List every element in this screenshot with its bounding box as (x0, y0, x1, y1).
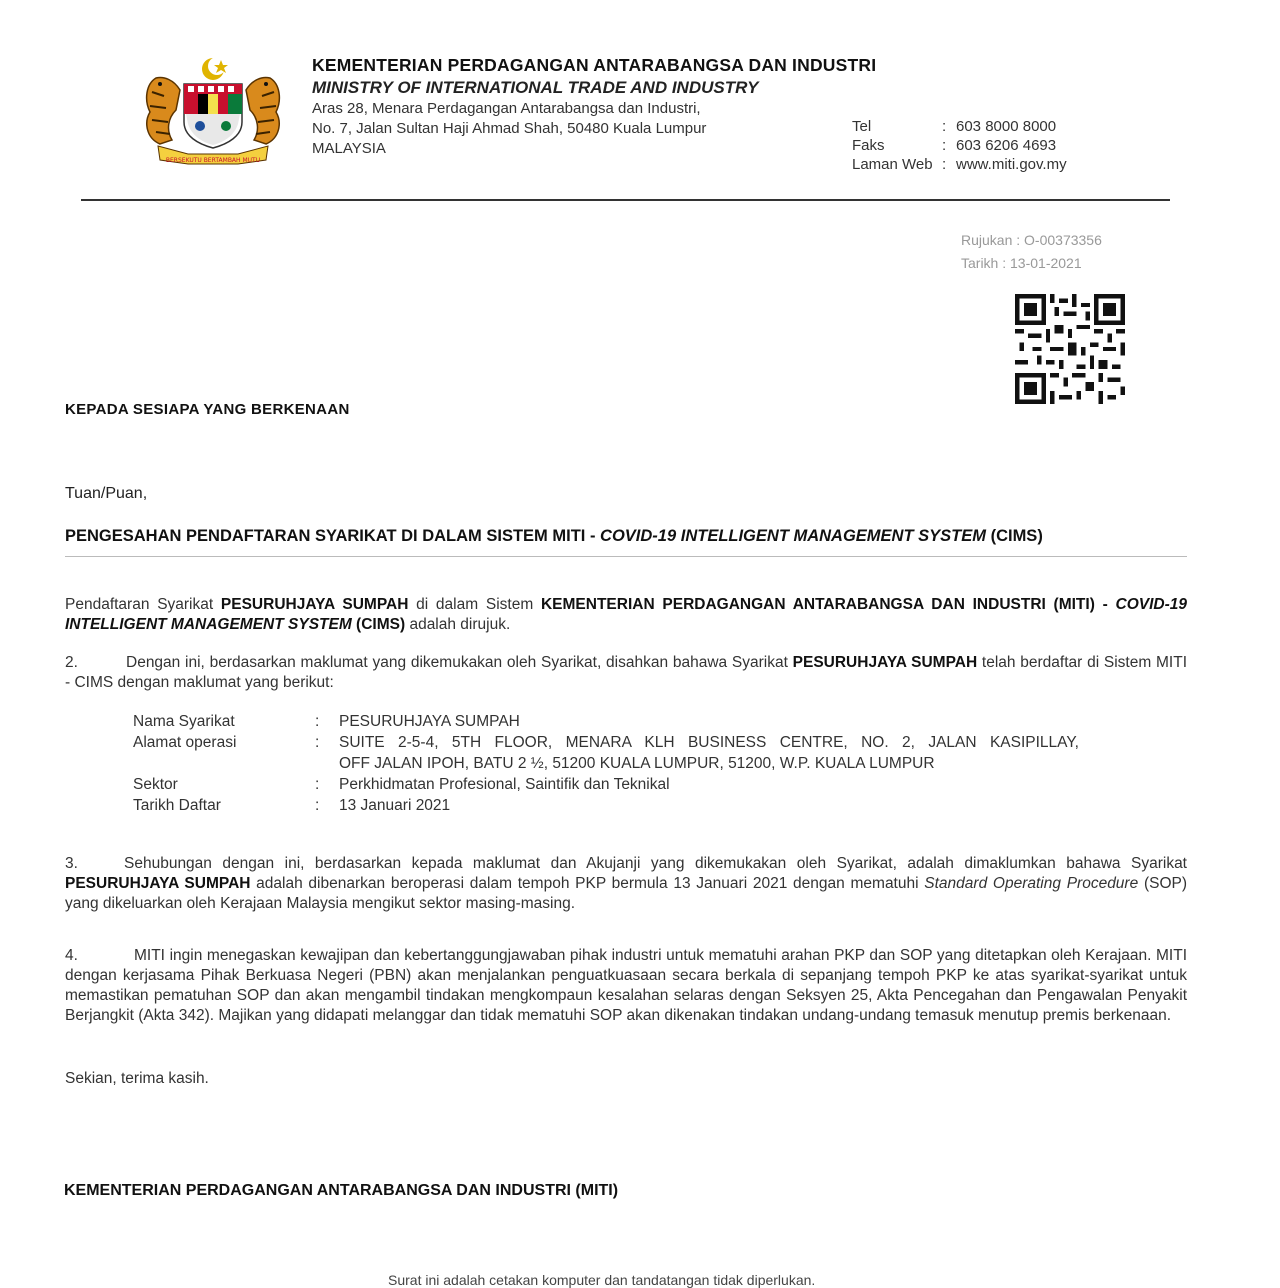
separator: : (942, 118, 947, 135)
company-name: PESURUHJAYA SUMPAH (792, 654, 978, 671)
company-name: PESURUHJAYA SUMPAH (220, 596, 409, 613)
contact-tel (852, 117, 1067, 136)
company-name: PESURUHJAYA SUMPAH (65, 875, 251, 892)
letter-subject (65, 527, 1043, 546)
ministry-name: KEMENTERIAN PERDAGANGAN ANTARABANGSA DAN INDUSTRI (MITI) - (540, 596, 1116, 613)
ministry-name-english: MINISTRY OF INTERNATIONAL TRADE AND INDUSTRY (312, 78, 759, 97)
detail-separator: : (315, 776, 320, 793)
text: adalah dirujuk. (405, 616, 511, 633)
contact-web (852, 155, 1067, 174)
paragraph-1 (65, 595, 1187, 635)
paragraph-number: 4. (65, 947, 78, 964)
tel-label: Tel (852, 118, 872, 135)
ministry-address (312, 99, 706, 159)
text: telah berdaftar di Sistem MITI - CIMS dengan maklumat yang berikut: (65, 654, 1188, 691)
subject-acronym: (CIMS) (985, 527, 1043, 545)
separator: : (942, 137, 947, 154)
detail-value: 13 Januari 2021 (339, 797, 451, 814)
detail-separator: : (315, 713, 320, 730)
qr-code-icon (1015, 294, 1125, 404)
system-name: COVID-19 INTELLIGENT MANAGEMENT SYSTEM (65, 596, 1187, 633)
address-line: No. 7, Jalan Sultan Haji Ahmad Shah, 50480 Kuala Lumpur (312, 120, 707, 137)
detail-value (339, 732, 1079, 774)
address-line: Aras 28, Menara Perdagangan Antarabangsa dan Industri, (312, 100, 701, 117)
address-line: OFF JALAN IPOH, BATU 2 ½, 51200 KUALA LUMPUR, 51200, W.P. KUALA LUMPUR (339, 755, 935, 772)
signoff: KEMENTERIAN PERDAGANGAN ANTARABANGSA DAN INDUSTRI (MITI) (64, 1182, 619, 1199)
contact-block (852, 117, 1067, 174)
detail-label: Sektor (133, 776, 178, 793)
malaysia-coat-of-arms-icon (138, 52, 288, 168)
text: di dalam Sistem (408, 596, 541, 613)
salutation: Tuan/Puan, (65, 485, 148, 502)
detail-value: Perkhidmatan Profesional, Saintifik dan Teknikal (339, 776, 670, 793)
detail-row (133, 795, 1079, 816)
header-divider (81, 199, 1170, 201)
sop-term: Standard Operating Procedure (924, 875, 1139, 892)
address-line: SUITE 2-5-4, 5TH FLOOR, MENARA KLH BUSINESS CENTRE, NO. 2, JALAN KASIPILLAY, (339, 734, 1079, 751)
subject-system-name: COVID-19 INTELLIGENT MANAGEMENT SYSTEM (600, 527, 986, 545)
web-value: www.miti.gov.my (956, 156, 1067, 173)
separator: : (942, 156, 947, 173)
text: adalah dibenarkan beroperasi dalam tempoh PKP bermula 13 Januari 2021 dengan mematuhi (250, 875, 925, 892)
crest-motto: BERSEKUTU BERTAMBAH MUTU (165, 157, 261, 164)
paragraph-4 (65, 946, 1187, 1026)
detail-separator: : (315, 734, 320, 751)
reference-number: Rujukan : O-00373356 (961, 232, 1102, 248)
paragraph-number: 3. (65, 855, 78, 872)
text: Sehubungan dengan ini, berdasarkan kepada maklumat dan Akujanji yang dikemukakan oleh Syarikat, adalah dimaklumkan bahawa Syarikat (124, 855, 1187, 872)
text: Dengan ini, berdasarkan maklumat yang dikemukakan oleh Syarikat, disahkan bahawa Syarikat (126, 654, 793, 671)
paragraph-2 (65, 653, 1187, 693)
web-label: Laman Web (852, 156, 933, 173)
reference-block (961, 229, 1102, 275)
address-line: MALAYSIA (312, 140, 386, 157)
reference-date: Tarikh : 13-01-2021 (961, 255, 1082, 271)
contact-fax (852, 136, 1067, 155)
paragraph-number: 2. (65, 654, 78, 671)
fax-label: Faks (852, 137, 885, 154)
system-acronym: (CIMS) (351, 616, 406, 633)
text: MITI ingin menegaskan kewajipan dan kebertanggungjawaban pihak industri untuk mematuhi arahan PKP dan SOP yang ditetapkan oleh Kerajaan. MITI dengan kerjasama Pihak Berkuasa Negeri (PBN) akan menjalankan penguatkuasaan secara berkala di sepanjang tempoh PKP ke atas syarikat-syarikat untuk memastikan pematuhan SOP dan akan mengambil tindakan mengkompaun kesalahan selaras dengan Seksyen 25, Akta Pencegahan dan Pengawalan Penyakit Berjangkit (Akta 342). Majikan yang didapati melanggar dan tidak mematuhi SOP akan dikenakan tindakan undang-undang temasuk menutup premis berkenaan. (65, 947, 1187, 1024)
ministry-name-malay: KEMENTERIAN PERDAGANGAN ANTARABANGSA DAN INDUSTRI (312, 55, 877, 75)
detail-separator: : (315, 797, 320, 814)
detail-row (133, 774, 1079, 795)
text: (SOP) yang dikeluarkan oleh Kerajaan Malaysia mengikut sektor masing-masing. (65, 875, 1187, 912)
detail-row (133, 711, 1079, 732)
addressee: KEPADA SESIAPA YANG BERKENAAN (65, 401, 350, 418)
detail-value: PESURUHJAYA SUMPAH (339, 713, 520, 730)
footnote: Surat ini adalah cetakan komputer dan tandatangan tidak diperlukan. (388, 1272, 816, 1288)
fax-value: 603 6206 4693 (956, 137, 1057, 154)
detail-label: Alamat operasi (133, 734, 237, 751)
detail-row (133, 732, 1079, 774)
subject-divider (65, 556, 1187, 557)
subject-text: PENGESAHAN PENDAFTARAN SYARIKAT DI DALAM SISTEM MITI - (65, 527, 601, 545)
company-details (133, 711, 1079, 816)
detail-label: Tarikh Daftar (133, 797, 221, 814)
closing: Sekian, terima kasih. (65, 1070, 209, 1087)
text: Pendaftaran Syarikat (65, 596, 221, 613)
paragraph-3 (65, 854, 1187, 914)
tel-value: 603 8000 8000 (956, 118, 1057, 135)
detail-label: Nama Syarikat (133, 713, 235, 730)
